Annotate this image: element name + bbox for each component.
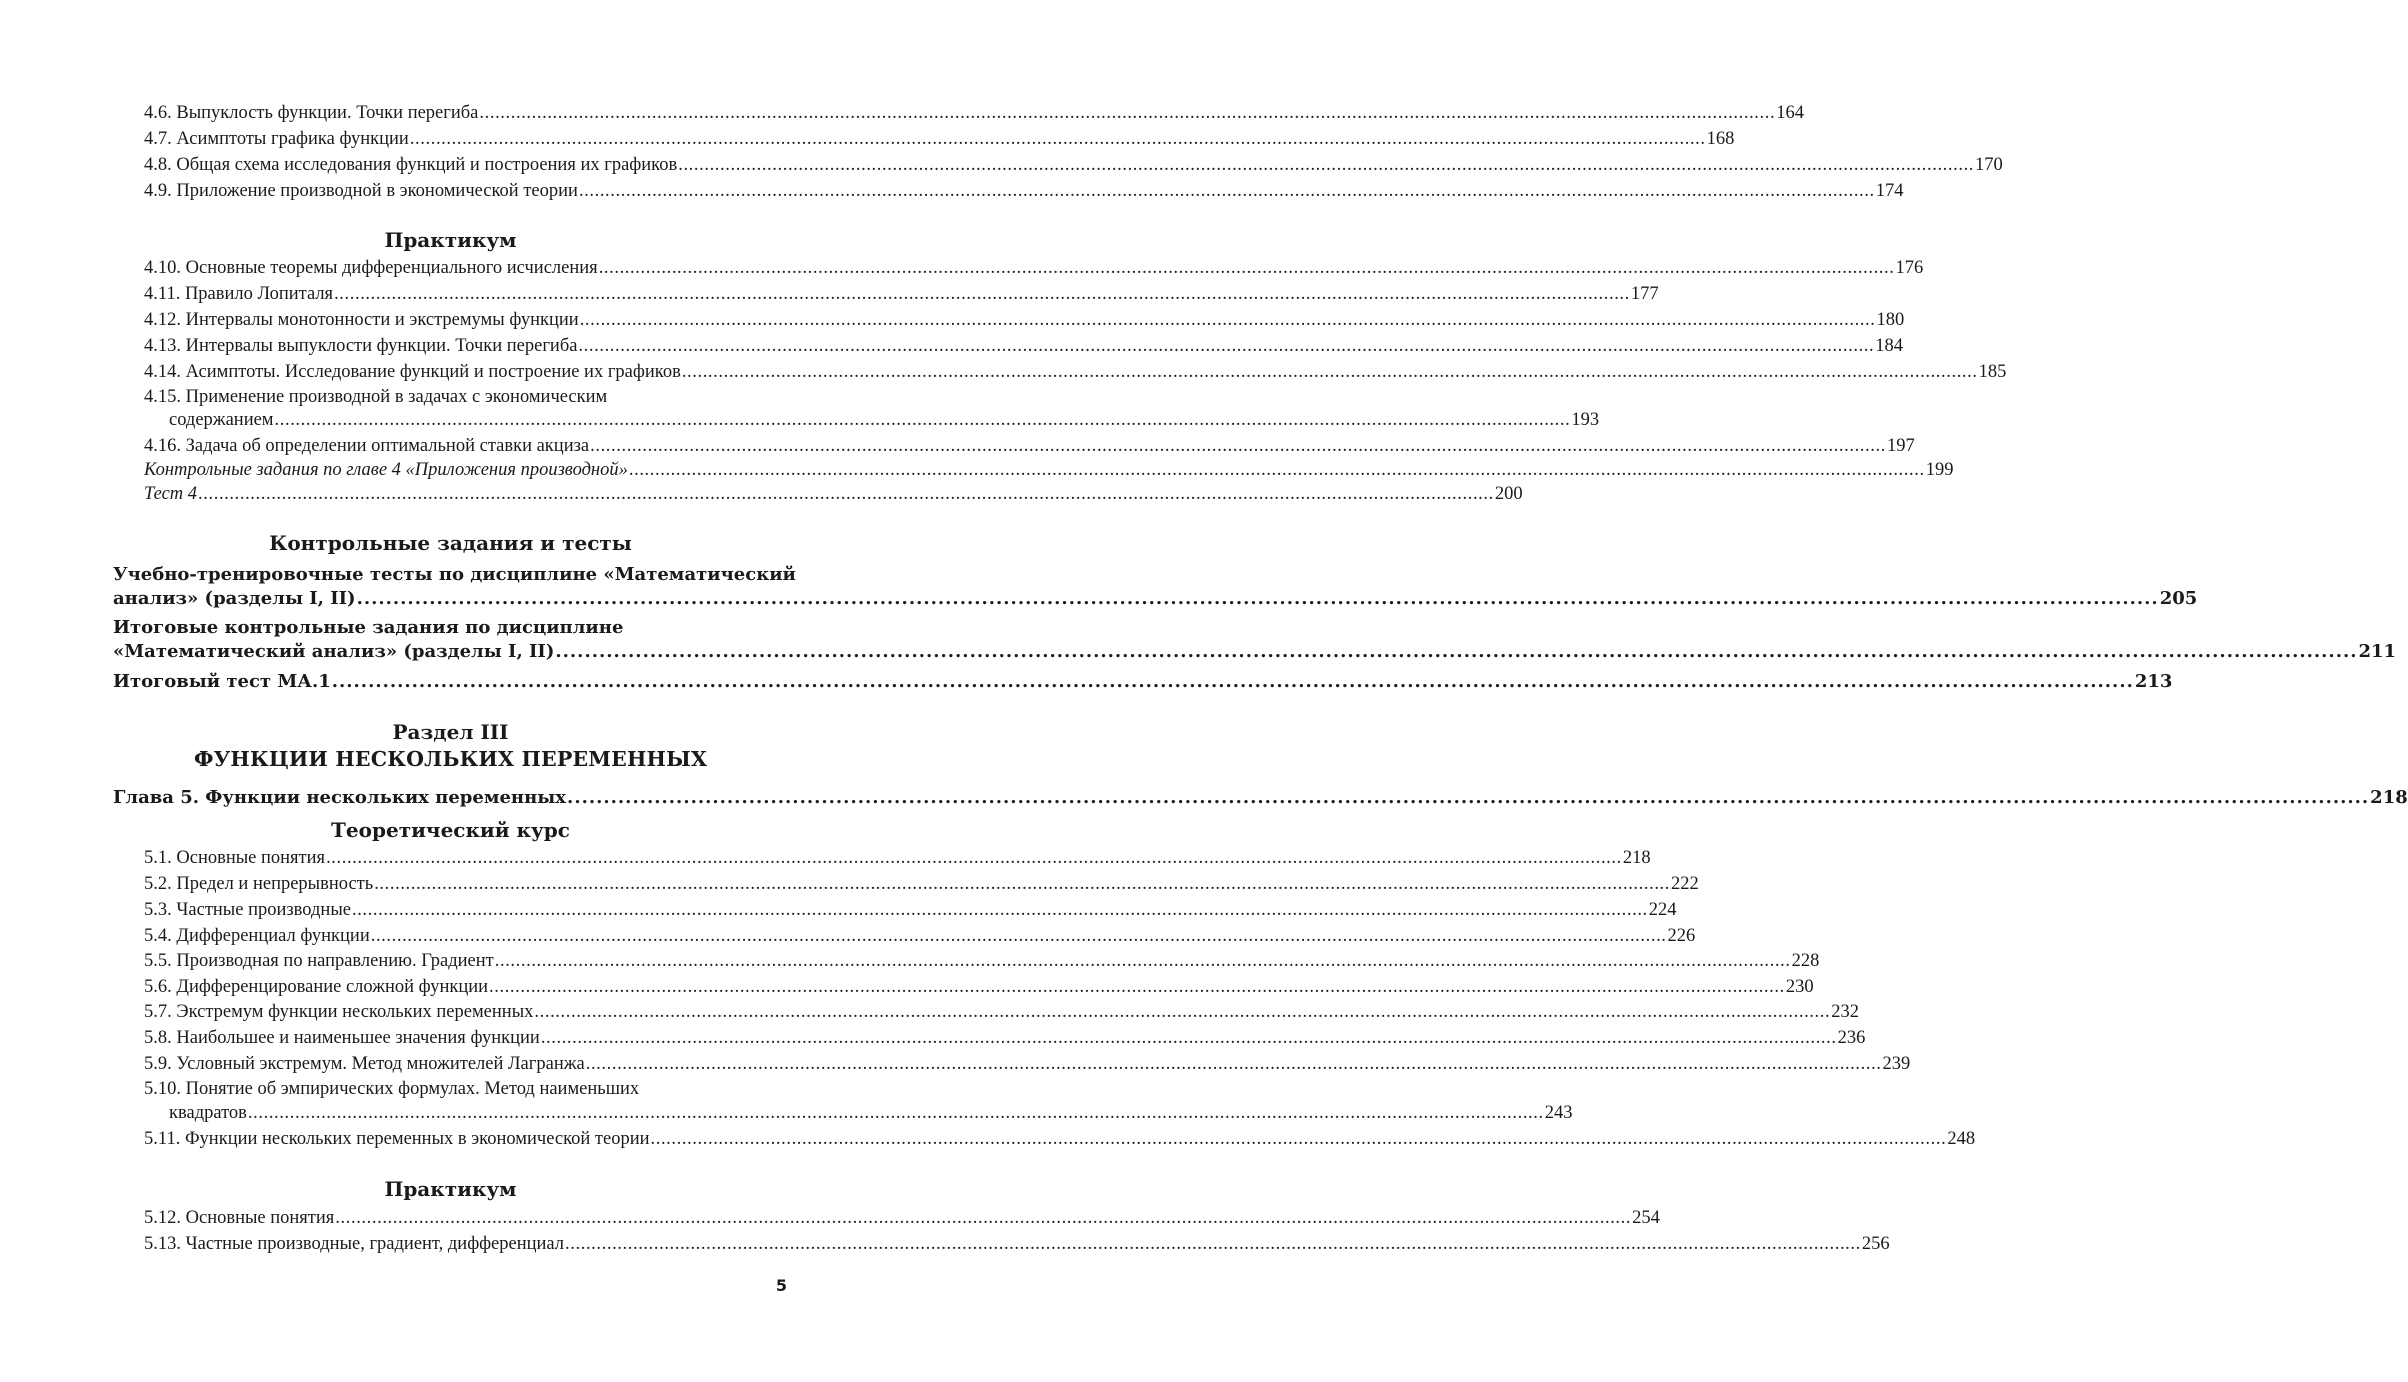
page-number: 5 [775,1276,787,1295]
toc-entry-page: 205 [2159,588,2198,609]
toc-entry-title: Глава 5. Функции нескольких переменных [113,787,567,808]
toc-entry-page: 239 [1882,1054,1911,1074]
toc-entry[interactable] [113,360,2007,384]
practicum-heading: Практикум [384,228,517,252]
toc-entry-title: Тест 4 [144,484,198,504]
toc-entry[interactable] [113,482,1523,506]
toc-entry[interactable] [113,975,1814,999]
toc-entry-title: 4.8. Общая схема исследования функций и построения их графиков [144,155,678,175]
toc-entry-first-line[interactable]: 4.15. Применение производной в задачах с экономическим [144,387,608,407]
toc-entry-page: 222 [1671,874,1699,894]
toc-entry-page: 184 [1875,336,1904,356]
toc-entry[interactable] [113,308,1905,332]
practicum-heading: Практикум [384,1177,517,1201]
toc-entry-page: 248 [1947,1129,1976,1149]
control-tests-heading: Контрольные задания и тесты [269,531,632,555]
toc-entry-page: 256 [1861,1234,1890,1254]
toc-entry-title: 5.8. Наибольшее и наименьшее значения функции [144,1028,540,1048]
toc-entry-title: 4.16. Задача об определении оптимальной ставки акциза [144,436,590,456]
toc-entry[interactable] [113,408,1600,432]
toc-entry-page: 199 [1925,460,1954,480]
toc-entry[interactable] [113,640,2397,664]
toc-entry-title: 5.12. Основные понятия [144,1208,335,1228]
toc-entry[interactable] [113,434,1915,458]
toc-entry[interactable] [113,282,1659,306]
toc-entry-title: 5.7. Экстремум функции нескольких переменных [144,1002,534,1022]
toc-entry-first-line[interactable]: 5.10. Понятие об эмпирических формулах. Метод наименьших [144,1079,640,1099]
section-subtitle: ФУНКЦИИ НЕСКОЛЬКИХ ПЕРЕМЕННЫХ [193,747,708,771]
toc-entry-title: 4.12. Интервалы монотонности и экстремумы функции [144,310,579,330]
toc-entry-title: 5.11. Функции нескольких переменных в экономической теории [144,1129,650,1149]
toc-entry-page: 164 [1776,103,1804,123]
toc-entry[interactable] [113,179,1904,203]
toc-entry-title: 5.3. Частные производные [144,900,351,920]
toc-entry-title: Итоговый тест МА.1 [113,671,331,692]
toc-entry-page: 185 [1978,362,2007,382]
toc-entry-title: 4.14. Асимптоты. Исследование функций и построение их графиков [144,362,681,382]
toc-entry-page: 197 [1886,436,1915,456]
toc-entry-page: 180 [1876,310,1905,330]
toc-entry[interactable] [113,101,1804,125]
toc-entry-title: 5.2. Предел и непрерывность [144,874,374,894]
theory-heading: Теоретический курс [331,818,570,842]
toc-entry-title: 4.11. Правило Лопиталя [144,284,334,304]
toc-entry[interactable] [113,587,2198,611]
toc-entry-page: 224 [1648,900,1677,920]
toc-entry-page: 193 [1571,410,1600,430]
toc-entry-page: 243 [1544,1103,1573,1123]
toc-entry-title: 5.5. Производная по направлению. Градиент [144,951,494,971]
toc-entry[interactable] [113,127,1735,151]
toc-entry-page: 218 [2370,787,2408,808]
toc-entry-page: 228 [1791,951,1820,971]
toc-entry[interactable] [113,458,1954,482]
toc-entry-page: 170 [1975,155,2003,175]
toc-entry[interactable] [113,1232,1890,1256]
toc-entry[interactable] [113,334,1904,358]
toc-entry-title: 5.9. Условный экстремум. Метод множителей Лагранжа [144,1054,585,1074]
toc-entry-title: содержанием [169,410,274,430]
toc-entry-title: квадратов [169,1103,247,1123]
toc-entry-page: 230 [1785,977,1814,997]
toc-entry[interactable] [113,1026,1866,1050]
toc-entry[interactable] [113,1127,1976,1151]
toc-entry-title: 5.13. Частные производные, градиент, дифференциал [144,1234,565,1254]
toc-entry-title: 4.13. Интервалы выпуклости функции. Точки перегиба [144,336,578,356]
toc-entry[interactable] [113,1000,1859,1024]
toc-entry[interactable] [113,256,1924,280]
toc-entry-page: 200 [1494,484,1523,504]
toc-entry-title: 5.1. Основные понятия [144,848,326,868]
toc-entry[interactable] [113,898,1677,922]
toc-entry-title: 4.7. Асимптоты графика функции [144,129,409,149]
toc-entry-title: «Математический анализ» (разделы I, II) [113,641,555,662]
toc-entry-title: 4.9. Приложение производной в экономической теории [144,181,578,201]
toc-entry[interactable] [113,846,1651,870]
toc-entry[interactable] [113,153,2003,177]
toc-entry-page: 236 [1837,1028,1866,1048]
toc-entry[interactable] [113,1101,1573,1125]
toc-entry[interactable] [113,924,1696,948]
toc-entry[interactable] [113,872,1699,896]
toc-entry-title: 4.10. Основные теоремы дифференциального исчисления [144,258,598,278]
toc-entry-title: 4.6. Выпуклость функции. Точки перегиба [144,103,479,123]
toc-entry-page: 226 [1667,926,1696,946]
toc-entry-title: 5.6. Дифференцирование сложной функции [144,977,489,997]
toc-entry-page: 211 [2358,641,2397,662]
toc-entry-page: 177 [1630,284,1659,304]
toc-entry-title: Контрольные задания по главе 4 «Приложения производной» [144,460,628,480]
toc-entry-page: 254 [1632,1208,1660,1228]
toc-entry-page: 218 [1622,848,1651,868]
toc-entry[interactable] [113,1206,1660,1230]
toc-entry[interactable] [113,670,2173,694]
toc-entry[interactable] [113,1052,1911,1076]
toc-entry[interactable] [113,949,1820,973]
toc-chapter-entry[interactable] [113,786,2408,810]
section-heading: Раздел III [392,720,509,744]
toc-entry-page: 213 [2134,671,2173,692]
toc-entry-page: 176 [1895,258,1924,278]
toc-entry-page: 174 [1875,181,1904,201]
toc-entry-first-line[interactable]: Учебно-тренировочные тесты по дисциплине «Математический [113,564,796,585]
toc-entry-title: анализ» (разделы I, II) [113,588,356,609]
toc-entry-first-line[interactable]: Итоговые контрольные задания по дисциплине [113,617,624,638]
toc-entry-page: 168 [1706,129,1735,149]
toc-entry-title: 5.4. Дифференциал функции [144,926,370,946]
toc-entry-page: 232 [1831,1002,1859,1022]
